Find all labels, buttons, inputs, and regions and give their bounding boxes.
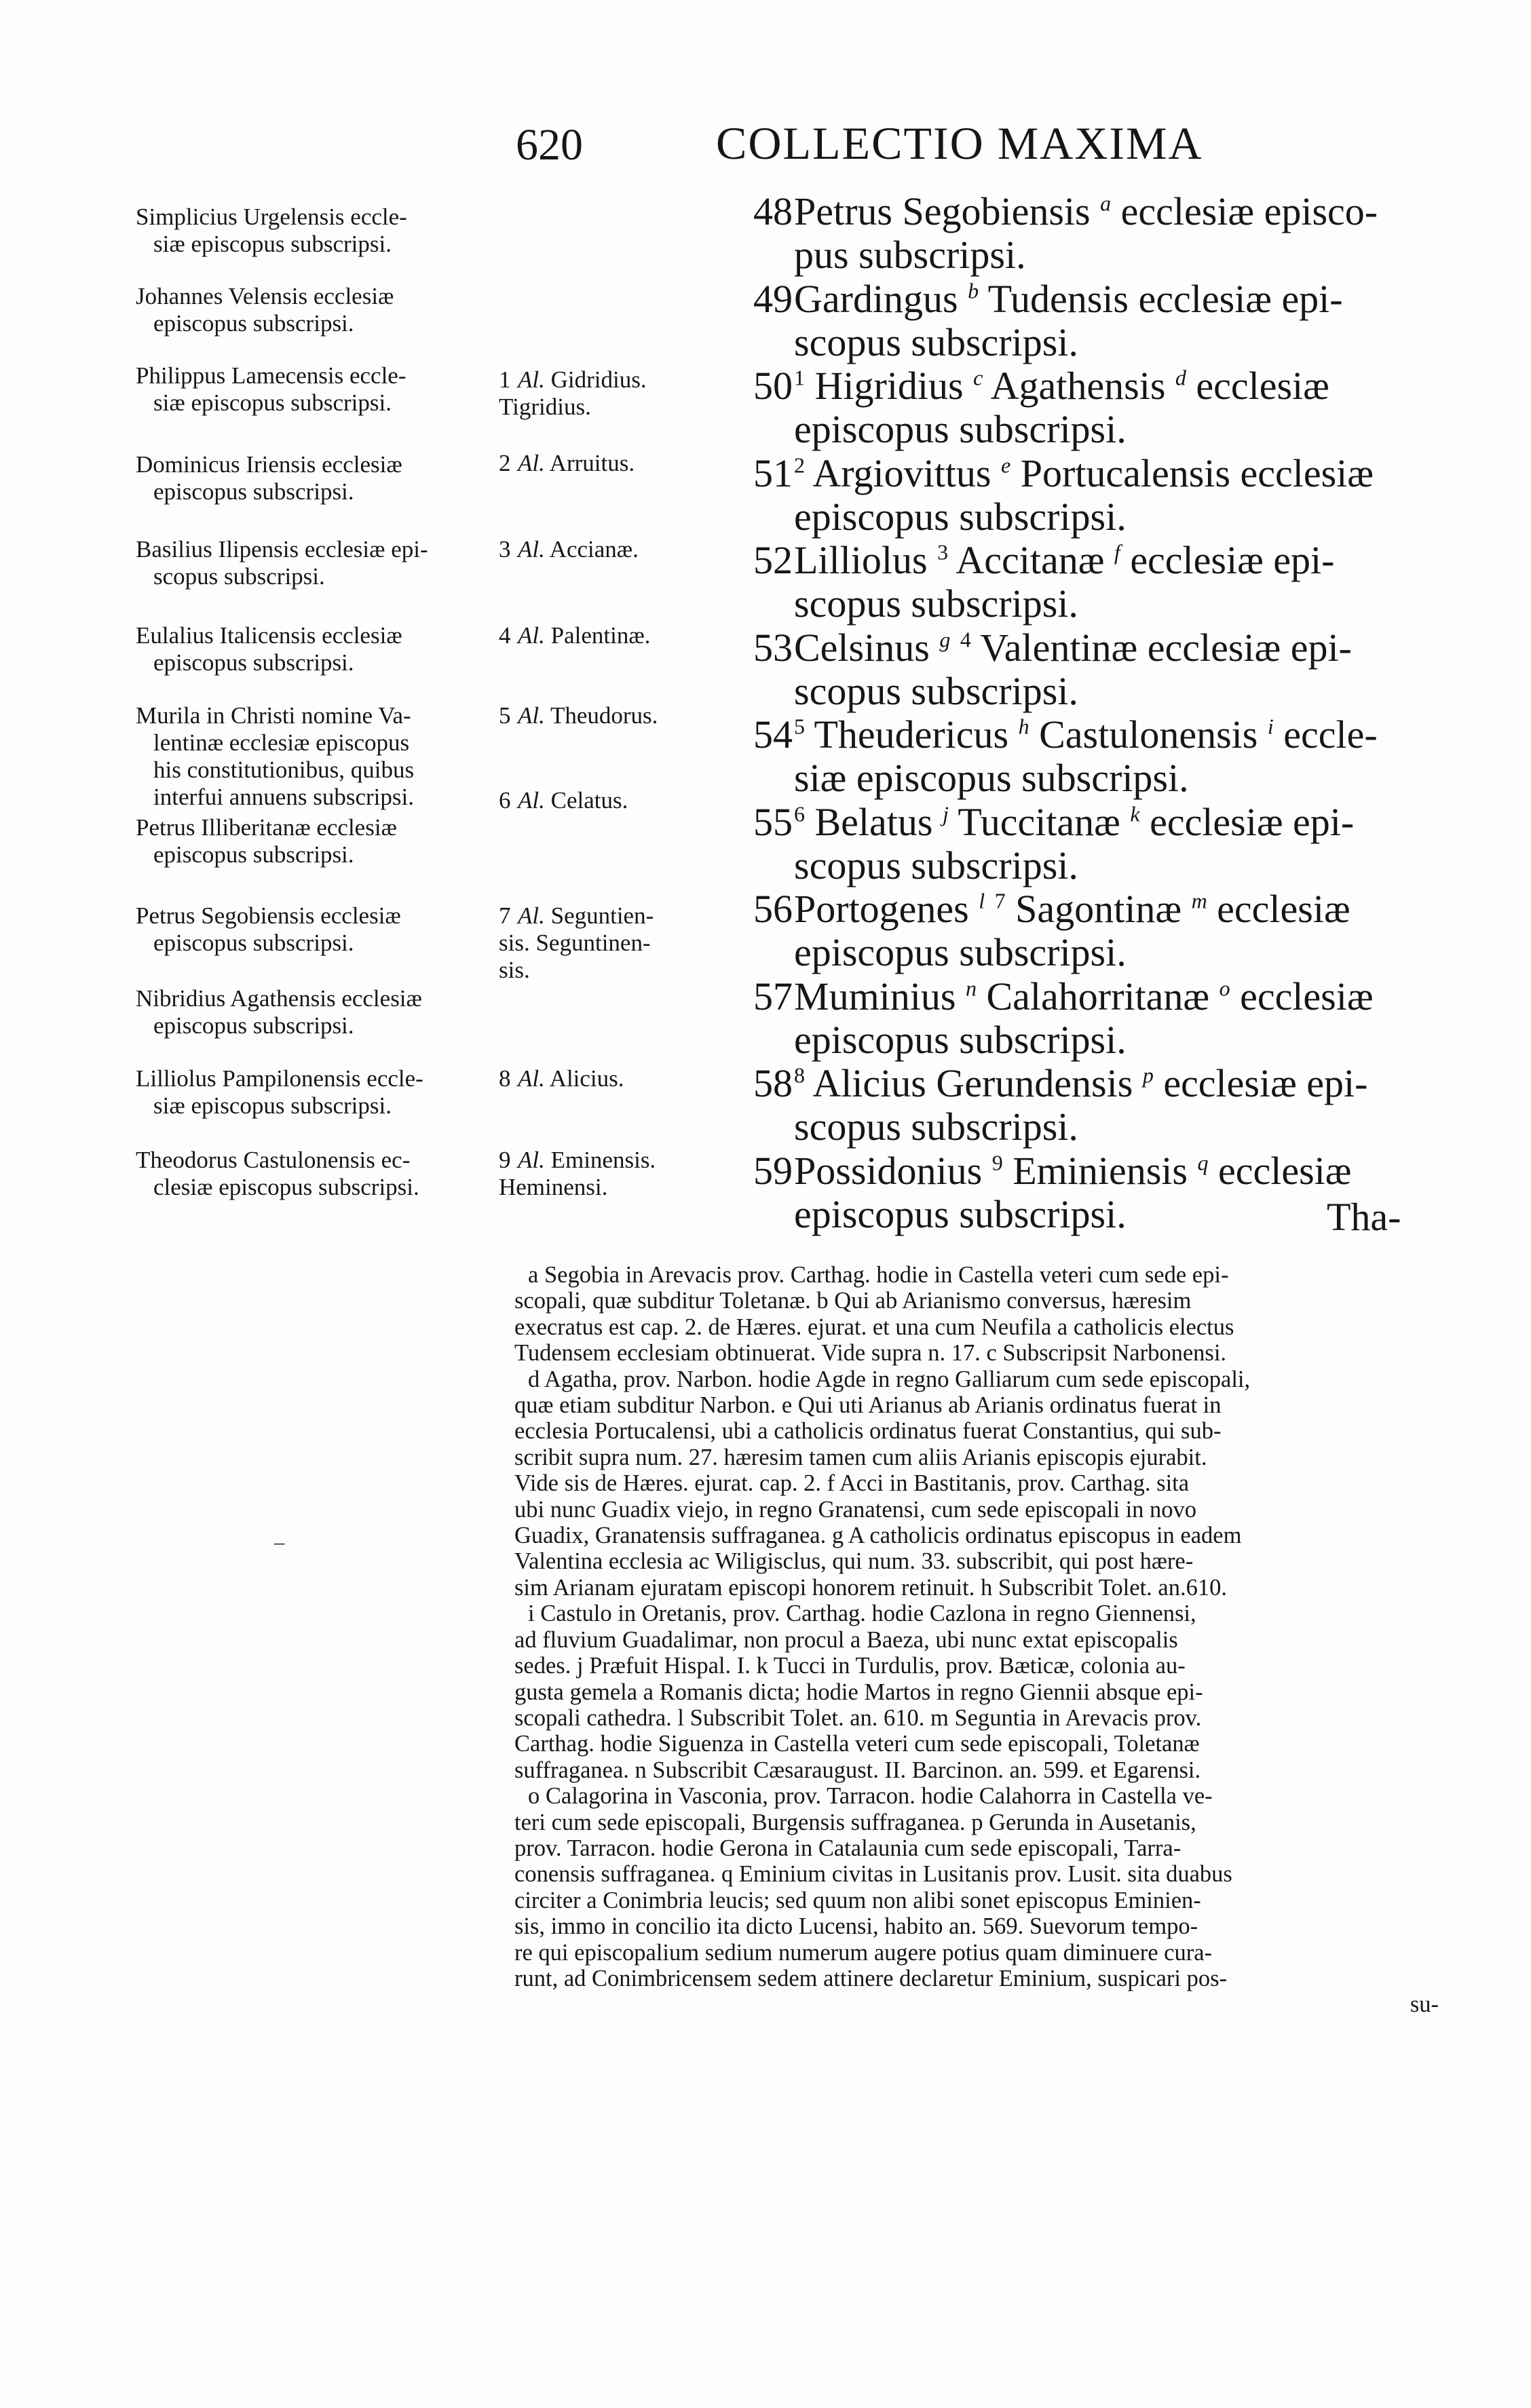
variant-reading: [499, 622, 750, 649]
entry-number: 54: [753, 712, 793, 757]
main-entry-cont: episcopus subscripsi.: [794, 930, 1127, 974]
footnote-line: scopali, quæ subditur Toletanæ. b Qui ab Arianismo conversus, hæresim: [514, 1288, 1192, 1314]
variant-number: 9: [499, 1147, 511, 1173]
variant-ref: 4: [960, 627, 971, 652]
variant-ref: 5: [794, 714, 805, 739]
variant-number: 7: [499, 902, 511, 929]
footnote-line: i Castulo in Oretanis, prov. Carthag. hodie Cazlona in regno Giennensi,: [528, 1601, 1196, 1627]
entry-text: Portucalensis ecclesiæ: [1020, 451, 1374, 495]
variant-abbr: Al.: [518, 450, 545, 476]
footnote-line: ad fluvium Guadalimar, non procul a Baeza, ubi nunc extat episcopalis: [514, 1626, 1178, 1653]
footnote-ref: j: [942, 801, 949, 826]
entry-text: ecclesiæ: [1196, 364, 1329, 408]
entry-text: Tuccitanæ: [958, 799, 1120, 844]
entry-number: 56: [753, 887, 793, 931]
entry-number: 52: [753, 538, 793, 582]
left-entry-line: clesiæ episcopus subscripsi.: [153, 1174, 419, 1200]
variant-text: Palentinæ.: [544, 622, 651, 649]
entry-text: Castulonensis: [1039, 712, 1258, 757]
variant-abbr: Al.: [518, 702, 545, 729]
left-entry-line: Philippus Lamecensis eccle-: [136, 362, 407, 389]
left-entry-line: Eulalius Italicensis ecclesiæ: [136, 622, 402, 649]
footnote-ref: f: [1114, 539, 1120, 565]
variant-text: Eminensis.: [544, 1147, 656, 1173]
footnote-line: sis, immo in concilio ita dicto Lucensi, habito an. 569. Suevorum tempo-: [514, 1913, 1198, 1940]
main-entry-line: [753, 452, 1452, 495]
entry-number: 53: [753, 625, 793, 670]
main-entry: [753, 539, 1452, 626]
bishop-name: Theudericus: [814, 712, 1009, 757]
footnote-line: o Calagorina in Vasconia, prov. Tarracon. hodie Calahorra in Castella ve-: [528, 1783, 1213, 1810]
footnote-line: Carthag. hodie Siguenza in Castella veteri cum sede episcopali, Toletanæ: [514, 1731, 1200, 1757]
footnote-line: suffraganea. n Subscribit Cæsaraugust. II. Barcinon. an. 599. et Egarensi.: [514, 1757, 1201, 1783]
main-entry-line: [753, 190, 1452, 233]
main-entry: [753, 1062, 1452, 1149]
left-entry-line: Lilliolus Pampilonensis eccle-: [136, 1065, 423, 1092]
variant-abbr: Al.: [518, 1065, 545, 1092]
main-entry-cont: siæ episcopus subscripsi.: [794, 756, 1189, 800]
main-entry: [753, 190, 1452, 277]
left-entry-line: Petrus Illiberitanæ ecclesiæ: [136, 814, 397, 841]
footnote-line: ecclesia Portucalensi, ubi a catholicis ordinatus fuerat Constantius, qui sub-: [514, 1418, 1222, 1445]
main-entry-line: [753, 801, 1452, 844]
main-entry-line: [753, 1149, 1452, 1193]
main-entry-cont: episcopus subscripsi.: [794, 1191, 1127, 1236]
variant-text: Arruitus.: [544, 450, 635, 476]
bishop-name: Higridius: [814, 364, 964, 408]
variant-reading: [499, 536, 750, 563]
entry-text: eccle-: [1283, 712, 1378, 757]
variant-abbr: Al.: [518, 366, 545, 393]
footnote-ref: d: [1175, 365, 1186, 390]
entry-text: ecclesiæ: [1217, 1148, 1352, 1193]
left-entry-line: his constitutionibus, quibus: [153, 757, 415, 783]
main-entry-line: [753, 975, 1452, 1018]
left-entry: [136, 1065, 492, 1120]
variant-abbr: Al.: [518, 902, 545, 929]
variant-abbr: Al.: [518, 536, 545, 562]
variant-ref: 8: [794, 1063, 805, 1088]
main-entry-line: [753, 1062, 1452, 1105]
main-entry-cont: scopus subscripsi.: [794, 668, 1078, 713]
variant-reading: [499, 1065, 750, 1092]
bishop-name: Muminius: [794, 974, 956, 1018]
footnote-line: ubi nunc Guadix viejo, in regno Granatensi, cum sede episcopali in novo: [514, 1496, 1197, 1523]
left-entry-line: Murila in Christi nomine Va-: [136, 702, 411, 729]
entry-number: 50: [753, 364, 793, 408]
footnote-line: a Segobia in Arevacis prov. Carthag. hodie in Castella veteri cum sede epi-: [528, 1262, 1229, 1288]
footnote-line: Valentina ecclesia ac Wiligisclus, qui num. 33. subscribit, qui post hære-: [514, 1548, 1194, 1575]
footnote-line: quæ etiam subditur Narbon. e Qui uti Arianus ab Arianis ordinatus fuerat in: [514, 1392, 1222, 1419]
bishop-name: Alicius Gerundensis: [812, 1061, 1133, 1105]
variant-text: Seguntien-: [544, 902, 654, 929]
variant-number: 5: [499, 702, 511, 729]
footnote-line: execratus est cap. 2. de Hæres. ejurat. et una cum Neufila a catholicis electus: [514, 1314, 1234, 1340]
bishop-name: Celsinus: [794, 625, 930, 670]
footnote-ref: n: [966, 976, 977, 1001]
variant-ref: 6: [794, 801, 805, 826]
left-entry: [136, 702, 492, 811]
variant-reading: [499, 450, 750, 477]
entry-text: ecclesiæ epi-: [1130, 538, 1335, 582]
left-entry: [136, 985, 492, 1039]
left-entry-line: lentinæ ecclesiæ episcopus: [153, 729, 410, 756]
variant-text: Celatus.: [544, 787, 628, 814]
variant-ref: 9: [991, 1150, 1003, 1175]
left-entry-line: Nibridius Agathensis ecclesiæ: [136, 985, 422, 1012]
footnote-line: circiter a Conimbria leucis; sed quum non alibi sonet episcopus Eminien-: [514, 1887, 1201, 1913]
left-entry: [136, 1147, 492, 1201]
left-entry: [136, 622, 492, 676]
left-entry-line: episcopus subscripsi.: [153, 649, 354, 676]
see-name: Accitanæ: [956, 538, 1105, 582]
left-entry: [136, 204, 492, 258]
footnote-ref: q: [1197, 1150, 1209, 1175]
main-entry: [753, 887, 1452, 974]
variant-text: Alicius.: [544, 1065, 624, 1092]
left-entry: [136, 536, 492, 590]
entry-number: 58: [753, 1061, 793, 1105]
footnote-ref: e: [1001, 453, 1011, 478]
footnote-line: teri cum sede episcopali, Burgensis suffraganea. p Gerunda in Ausetanis,: [514, 1809, 1196, 1835]
footnotes: [514, 1262, 1439, 2018]
entry-text: ecclesiæ episco-: [1120, 189, 1378, 233]
variant-number: 3: [499, 536, 511, 562]
variant-number: 1: [499, 366, 511, 393]
bishop-name: Portogenes: [794, 887, 969, 931]
main-entry-line: [753, 278, 1452, 321]
left-entry-line: Basilius Ilipensis ecclesiæ epi-: [136, 536, 428, 562]
main-entry: [753, 278, 1452, 364]
left-entry-line: episcopus subscripsi.: [153, 841, 354, 868]
entry-number: 59: [753, 1148, 793, 1193]
footnote-ref: i: [1267, 714, 1274, 739]
main-entry-cont: episcopus subscripsi.: [794, 407, 1127, 451]
bishop-name: Possidonius: [794, 1148, 983, 1193]
footnote-ref: a: [1100, 191, 1112, 216]
entry-text: ecclesiæ: [1217, 887, 1350, 931]
footnote-ref: h: [1018, 714, 1029, 739]
left-entry: [136, 283, 492, 337]
left-entry: [136, 451, 492, 505]
footnote-ref: k: [1130, 801, 1140, 826]
left-entry: [136, 814, 492, 868]
variant-reading: [499, 787, 750, 814]
variant-abbr: Al.: [518, 622, 545, 649]
variant-number: 2: [499, 450, 511, 476]
footnote-line: conensis suffraganea. q Eminium civitas in Lusitanis prov. Lusit. sita duabus: [514, 1861, 1232, 1888]
left-entry-line: Dominicus Iriensis ecclesiæ: [136, 451, 402, 478]
entry-text: Agathensis: [990, 364, 1166, 408]
variant-text: Theudorus.: [544, 702, 658, 729]
main-entry: [753, 801, 1452, 887]
entry-text: Tudensis ecclesiæ epi-: [987, 276, 1343, 321]
footnote-line: scribit supra num. 27. hæresim tamen cum aliis Arianis episcopis ejurabit.: [514, 1444, 1207, 1470]
variant-text-cont: sis. Seguntinen-: [499, 930, 651, 956]
footnote-ref: b: [968, 278, 979, 303]
entry-text: ecclesiæ epi-: [1150, 799, 1355, 844]
footnote-line: scopali cathedra. l Subscribit Tolet. an. 610. m Seguntia in Arevacis prov.: [514, 1704, 1202, 1731]
bishop-name: Gardingus: [794, 276, 958, 321]
bishop-name: Belatus: [814, 799, 933, 844]
main-entry-line: [753, 713, 1452, 757]
variant-text: Gidridius.: [544, 366, 647, 393]
left-entry-line: siæ episcopus subscripsi.: [153, 231, 392, 257]
variant-ref: 3: [937, 539, 949, 565]
footnote-line: Guadix, Granatensis suffraganea. g A catholicis ordinatus episcopus in eadem: [514, 1523, 1242, 1549]
entry-number: 55: [753, 799, 793, 844]
main-entry-cont: scopus subscripsi.: [794, 581, 1078, 626]
main-entry: [753, 975, 1452, 1062]
left-entry-line: siæ episcopus subscripsi.: [153, 1092, 392, 1119]
variant-ref: 7: [994, 888, 1006, 913]
main-entry-line: [753, 539, 1452, 582]
entry-text: Valentinæ ecclesiæ epi-: [980, 625, 1352, 670]
variant-reading: [499, 1147, 750, 1201]
variant-text-cont: Heminensi.: [499, 1174, 608, 1200]
bishop-name: Argiovittus: [812, 451, 991, 495]
main-entry-cont: scopus subscripsi.: [794, 320, 1078, 364]
left-entry-line: episcopus subscripsi.: [153, 930, 354, 956]
left-entry-line: Theodorus Castulonensis ec-: [136, 1147, 411, 1173]
left-entry-line: episcopus subscripsi.: [153, 310, 354, 337]
variant-text-cont: sis.: [499, 957, 530, 983]
variant-reading: [499, 702, 750, 729]
entry-text: Calahorritanæ: [986, 974, 1210, 1018]
footnote-ref: o: [1219, 976, 1230, 1001]
variant-number: 4: [499, 622, 511, 649]
main-entry: [753, 364, 1452, 451]
margin-mark: ‾: [275, 1541, 284, 1571]
variant-ref: 1: [794, 365, 805, 390]
variant-text-cont: Tigridius.: [499, 394, 591, 420]
main-entry: [753, 626, 1452, 713]
left-entry-line: episcopus subscripsi.: [153, 478, 354, 505]
footnote-ref: g: [939, 627, 951, 652]
variant-abbr: Al.: [518, 787, 545, 814]
entry-number: 49: [753, 276, 793, 321]
footnote-line: runt, ad Conimbricensem sedem attinere declaretur Eminium, suspicari pos-: [514, 1965, 1228, 1991]
left-entry-line: episcopus subscripsi.: [153, 1012, 354, 1039]
footnote-line: re qui episcopalium sedium numerum augere potius quam diminuere cura-: [514, 1939, 1212, 1966]
page-number: 620: [516, 120, 583, 170]
footnote-line: gusta gemela a Romanis dicta; hodie Martos in regno Giennii absque epi-: [514, 1679, 1203, 1705]
main-entry-cont: episcopus subscripsi.: [794, 494, 1127, 539]
main-entry-cont: scopus subscripsi.: [794, 1105, 1078, 1149]
main-entry-cont: pus subscripsi.: [794, 233, 1026, 277]
footnote-line: prov. Tarracon. hodie Gerona in Catalaunia cum sede episcopali, Tarra-: [514, 1835, 1182, 1861]
main-entry-line: [753, 887, 1452, 931]
variant-abbr: Al.: [518, 1147, 545, 1173]
variant-ref: 2: [794, 453, 805, 478]
footnote-line: d Agatha, prov. Narbon. hodie Agde in regno Galliarum cum sede episcopali,: [528, 1366, 1251, 1392]
left-entry: [136, 902, 492, 957]
footnote-line: Vide sis de Hæres. ejurat. cap. 2. f Acci in Bastitanis, prov. Carthag. sita: [514, 1470, 1190, 1497]
footnote-line: Tudensem ecclesiam obtinuerat. Vide supra n. 17. c Subscripsit Narbonensi.: [514, 1340, 1227, 1367]
left-entry-line: Johannes Velensis ecclesiæ: [136, 283, 394, 309]
bishop-name: Petrus Segobiensis: [794, 189, 1091, 233]
entry-text: ecclesiæ epi-: [1163, 1061, 1368, 1105]
entry-text: ecclesiæ: [1240, 974, 1374, 1018]
entry-text: Eminiensis: [1013, 1148, 1188, 1193]
left-entry-line: siæ episcopus subscripsi.: [153, 389, 392, 416]
footnote-ref: c: [973, 365, 983, 390]
variant-number: 6: [499, 787, 511, 814]
running-title: COLLECTIO MAXIMA: [716, 117, 1203, 169]
variant-text: Accianæ.: [544, 536, 639, 562]
entry-text: Sagontinæ: [1015, 887, 1182, 931]
main-entry: [753, 713, 1452, 800]
main-entry: [753, 452, 1452, 539]
main-entry-line: [753, 626, 1452, 670]
catchword: Tha-: [1327, 1195, 1401, 1239]
entry-number: 57: [753, 974, 793, 1018]
bishop-name: Lilliolus: [794, 538, 928, 582]
left-entry-line: Petrus Segobiensis ecclesiæ: [136, 902, 401, 929]
footnote-catchword: su-: [1410, 1991, 1439, 2018]
left-entry-line: Simplicius Urgelensis eccle-: [136, 204, 407, 230]
variant-reading: [499, 902, 750, 984]
footnote-ref: l: [979, 888, 985, 913]
left-entry-line: interfui annuens subscripsi.: [153, 784, 414, 810]
variant-reading: [499, 366, 750, 421]
entry-number: 51: [753, 451, 793, 495]
footnote-ref: p: [1142, 1063, 1154, 1088]
main-entry-line: [753, 364, 1452, 408]
main-entry-cont: scopus subscripsi.: [794, 843, 1078, 887]
entry-number: 48: [753, 189, 793, 233]
variant-number: 8: [499, 1065, 511, 1092]
footnote-line: sim Arianam ejuratam episcopi honorem retinuit. h Subscribit Tolet. an.610.: [514, 1574, 1227, 1601]
footnote-ref: m: [1191, 888, 1207, 913]
left-entry-line: scopus subscripsi.: [153, 563, 325, 590]
footnote-line: sedes. j Præfuit Hispal. I. k Tucci in Turdulis, prov. Bæticæ, colonia au-: [514, 1653, 1186, 1679]
left-entry: [136, 362, 492, 417]
main-entry-cont: episcopus subscripsi.: [794, 1017, 1127, 1062]
